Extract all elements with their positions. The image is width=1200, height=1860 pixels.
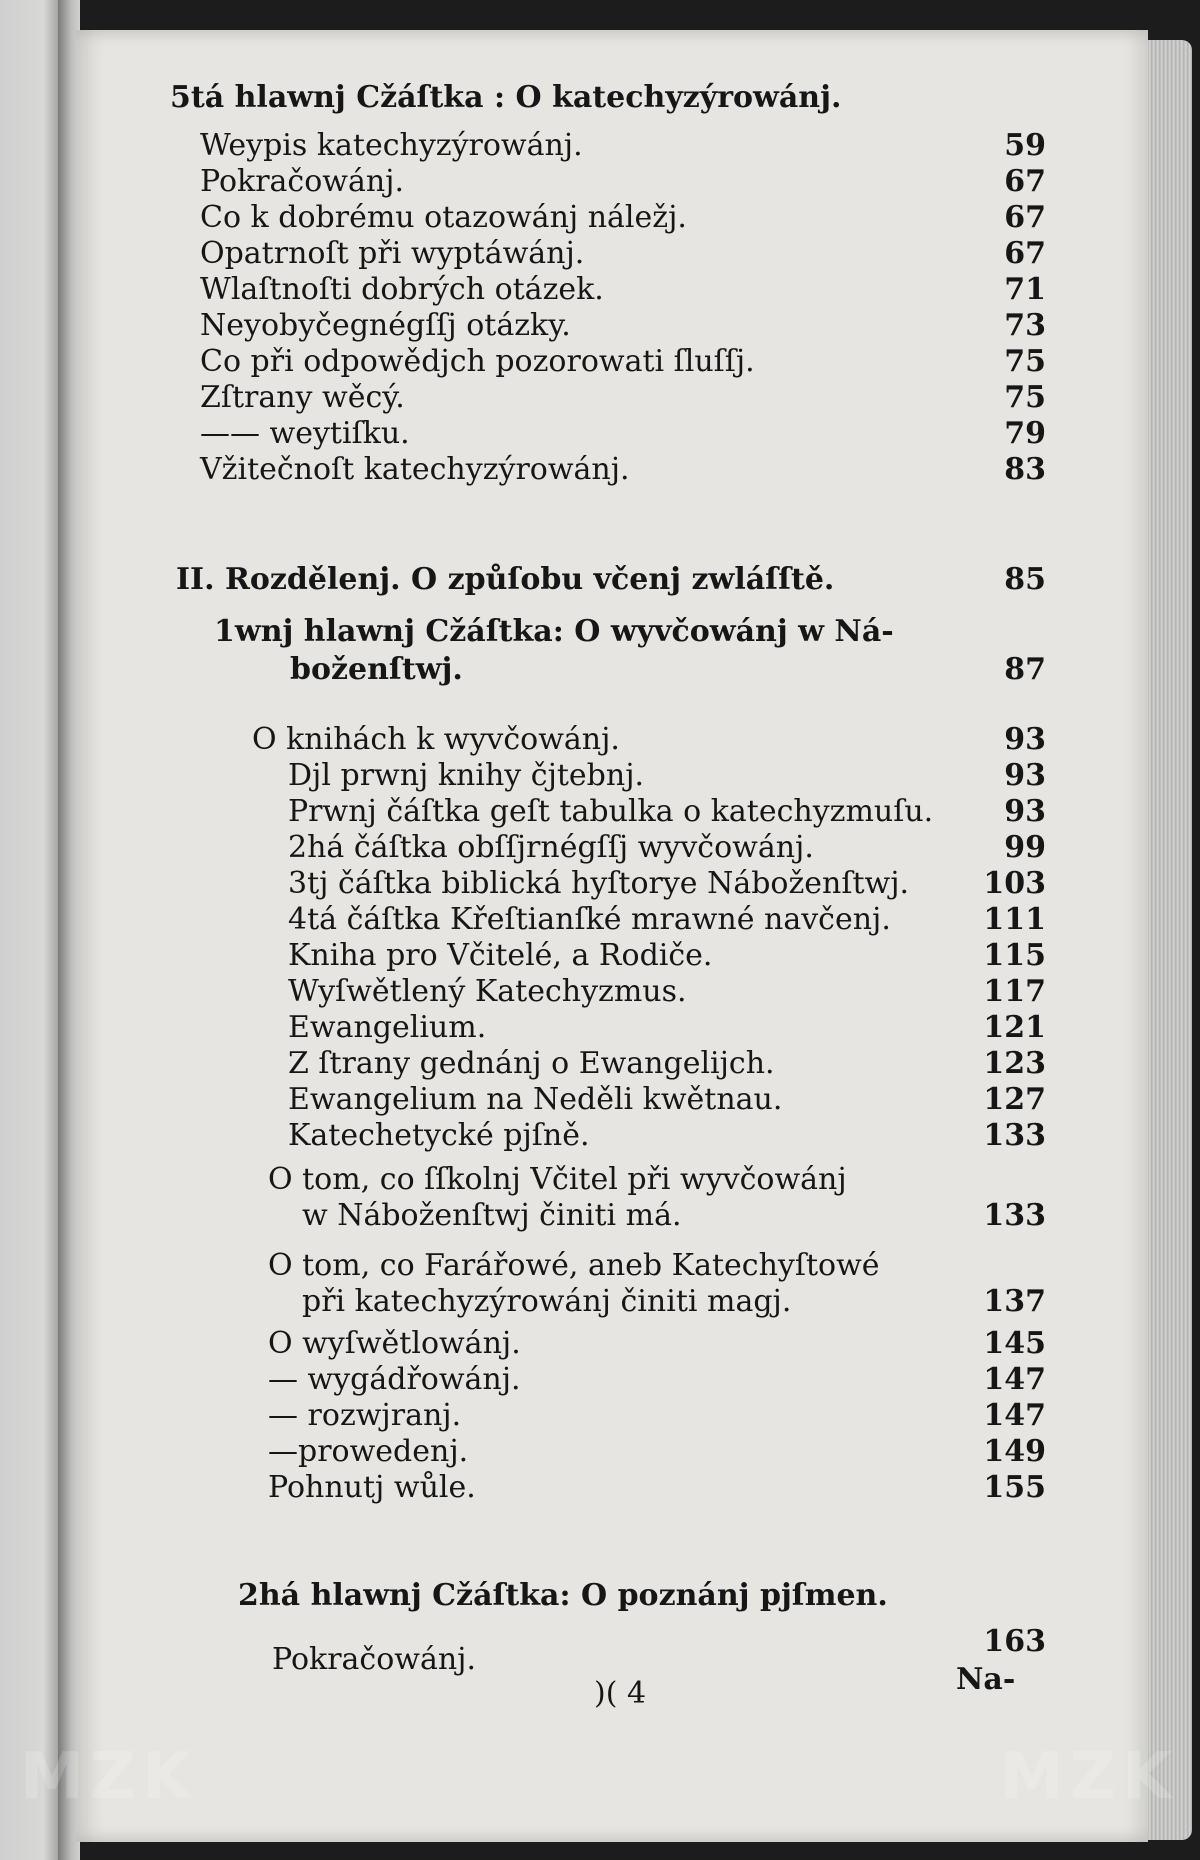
toc-entry-text: Co k dobrému otazowánj náležj. [200, 200, 687, 235]
continuation-page: 163 [983, 1624, 1046, 1659]
toc-entry-text: —— weytiſku. [200, 416, 410, 451]
toc-entry-text: Vžitečnoſt katechyzýrowánj. [200, 452, 630, 487]
signature-mark: )( 4 [594, 1676, 647, 1711]
toc-entry-page: 59 [1004, 128, 1046, 163]
toc-entry-page: 71 [1004, 272, 1046, 307]
toc-entry-page: 127 [983, 1082, 1046, 1117]
toc-entry-text: Ewangelium. [288, 1010, 487, 1045]
toc-entry-page: 155 [983, 1470, 1046, 1505]
toc-entry-page: 93 [1004, 794, 1046, 829]
part1-heading: 1wnj hlawnj Cžáſtka: O wyvčowánj w Ná- [214, 614, 894, 649]
toc-entry-text: Pohnutj wůle. [268, 1470, 476, 1505]
toc-entry-page: 115 [983, 938, 1046, 973]
toc-entry-text: Wlaſtnoſti dobrých otázek. [200, 272, 604, 307]
toc-entry-page: 147 [983, 1362, 1046, 1397]
toc-entry-page: 67 [1004, 164, 1046, 199]
left-page-edge [0, 0, 62, 1860]
toc-entry-page: 75 [1004, 380, 1046, 415]
toc-entry-text-continued: w Náboženſtwj činiti má. [302, 1198, 682, 1233]
toc-entry-text: —prowedenj. [268, 1434, 469, 1469]
toc-entry-text: Zſtrany wěcý. [200, 380, 405, 415]
toc-entry-page: 83 [1004, 452, 1046, 487]
toc-entry-page: 133 [983, 1118, 1046, 1153]
toc-entry-page: 93 [1004, 758, 1046, 793]
toc-entry-text: Co při odpowědjch pozorowati ſluſſj. [200, 344, 755, 379]
toc-entry-text: 4tá čáſtka Křeſtianſké mrawné navčenj. [288, 902, 891, 937]
chapter-page: 85 [1004, 562, 1046, 597]
section-heading: 5tá hlawnj Cžáſtka : O katechyzýrowánj. [170, 80, 842, 115]
toc-entry-text: Opatrnoſt při wyptáwánj. [200, 236, 585, 271]
toc-entry-text: Z ſtrany gednánj o Ewangelijch. [288, 1046, 775, 1081]
chapter-heading: II. Rozdělenj. O způſobu včenj zwláſſtě. [176, 562, 835, 597]
toc-entry-page: 149 [983, 1434, 1046, 1469]
toc-entry-text: O tom, co ſſkolnj Včitel při wyvčowánj [268, 1162, 847, 1197]
section1-list [76, 30, 1046, 1842]
toc-entry-page: 117 [983, 974, 1046, 1009]
toc-entry-page: 67 [1004, 200, 1046, 235]
toc-entry-text: Wyſwětlený Katechyzmus. [288, 974, 687, 1009]
toc-entry-text: O knihách k wyvčowánj. [252, 722, 620, 757]
toc-entry-page: 121 [983, 1010, 1046, 1045]
toc-entry-text: Pokračowánj. [200, 164, 405, 199]
toc-entry-text: Prwnj čáſtka geſt tabulka o katechyzmuſu. [288, 794, 934, 829]
toc-entry-text: Neyobyčegnégſſj otázky. [200, 308, 571, 343]
toc-entry-text: — wygádřowánj. [268, 1362, 521, 1397]
watermark-right: MZK [1000, 1740, 1178, 1814]
book-page [76, 30, 1148, 1842]
toc-entry-page: 93 [1004, 722, 1046, 757]
toc-entry-page: 103 [983, 866, 1046, 901]
toc-entry-text: 3tj čáſtka biblická hyſtorye Náboženſtwj. [288, 866, 910, 901]
toc-entry-page: 123 [983, 1046, 1046, 1081]
continuation-text: Pokračowánj. [272, 1642, 477, 1677]
toc-entry-page: 137 [983, 1284, 1046, 1319]
toc-entry-text: Ewangelium na Neděli kwětnau. [288, 1082, 783, 1117]
toc-entry-text: Weypis katechyzýrowánj. [200, 128, 583, 163]
toc-entry-page: 75 [1004, 344, 1046, 379]
toc-entry-page: 99 [1004, 830, 1046, 865]
toc-entry-page: 111 [983, 902, 1046, 937]
toc-entry-page: 79 [1004, 416, 1046, 451]
toc-entry-text: O wyſwětlowánj. [268, 1326, 521, 1361]
toc-entry-page: 67 [1004, 236, 1046, 271]
toc-entry-text-continued: při katechyzýrowánj činiti magj. [302, 1284, 792, 1319]
part1-page: 87 [1004, 652, 1046, 687]
part2-heading: 2há hlawnj Cžáſtka: O poznánj pjſmen. [238, 1578, 888, 1613]
toc-entry-text: Katechetycké pjſně. [288, 1118, 590, 1153]
toc-entry-text: O tom, co Farářowé, aneb Katechyſtowé [268, 1248, 880, 1283]
part1-heading-continued: boženſtwj. [290, 652, 463, 687]
toc-entry-text: Djl prwnj knihy čjtebnj. [288, 758, 645, 793]
toc-entry-page: 147 [983, 1398, 1046, 1433]
toc-entry-page: 133 [983, 1198, 1046, 1233]
page-fore-edge [1148, 40, 1192, 1840]
watermark-left: MZK [20, 1740, 198, 1814]
toc-entry-text: Kniha pro Včitelé, a Rodiče. [288, 938, 713, 973]
toc-entry-page: 145 [983, 1326, 1046, 1361]
toc-entry-text: 2há čáſtka obſſjrnégſſj wyvčowánj. [288, 830, 814, 865]
toc-entry-text: — rozwjranj. [268, 1398, 462, 1433]
table-of-contents [76, 30, 1148, 1842]
toc-entry-page: 73 [1004, 308, 1046, 343]
catchword: Na- [956, 1662, 1016, 1697]
